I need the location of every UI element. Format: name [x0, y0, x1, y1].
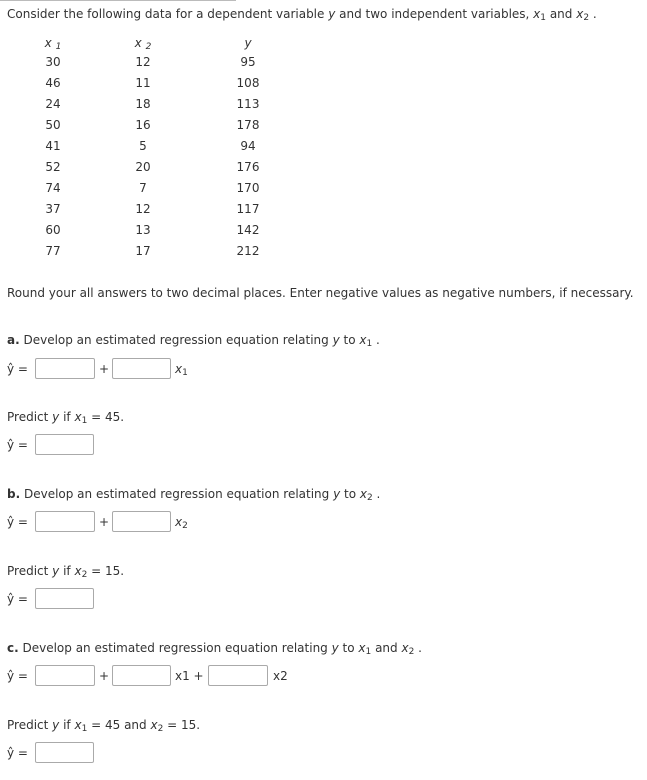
- part-b-predict-prompt: Predict y if $x_2 = 15$.: [7, 564, 125, 580]
- part-b-slope-input[interactable]: [112, 511, 171, 532]
- part-c-intercept-input[interactable]: [35, 665, 95, 686]
- yhat-label: ŷ =: [7, 362, 28, 376]
- table-cell-x2: 12: [135, 55, 151, 69]
- table-cell-y: 176: [236, 160, 260, 174]
- part-c-predict-prompt: Predict y if $x_1 = 45$ and $x_2 = 15$.: [7, 718, 201, 734]
- header-y: y: [244, 36, 252, 50]
- part-a-prompt: a. Develop an estimated regression equation relating y to $x_1$ .: [7, 333, 380, 349]
- plus-sign: +: [99, 362, 110, 376]
- table-cell-y: 142: [236, 223, 260, 237]
- yhat-label: ŷ =: [7, 515, 28, 529]
- part-a-prediction-input[interactable]: [35, 434, 94, 455]
- table-cell-x1: 24: [45, 97, 61, 111]
- table-cell-x2: 17: [135, 244, 151, 258]
- table-cell-y: 117: [236, 202, 260, 216]
- table-cell-y: 95: [240, 55, 256, 69]
- table-cell-y: 94: [240, 139, 256, 153]
- table-cell-x2: 20: [135, 160, 151, 174]
- part-b-prompt: b. Develop an estimated regression equation relating y to $x_2$ .: [7, 487, 381, 503]
- part-c-term-1: x1 +: [175, 669, 204, 683]
- table-cell-x2: 18: [135, 97, 151, 111]
- part-c-x1-coefficient-input[interactable]: [112, 665, 171, 686]
- plus-sign: +: [99, 515, 110, 529]
- part-c-prompt: c. Develop an estimated regression equation relating y to $x_1$ and $x_2$ .: [7, 641, 422, 657]
- table-cell-x1: 41: [45, 139, 61, 153]
- table-cell-x2: 7: [139, 181, 147, 195]
- part-b-prediction-input[interactable]: [35, 588, 94, 609]
- table-cell-x2: 13: [135, 223, 151, 237]
- table-cell-x1: 52: [45, 160, 61, 174]
- table-cell-x1: 46: [45, 76, 61, 90]
- yhat-label: ŷ =: [7, 746, 28, 760]
- part-c-term-2: x2: [273, 669, 288, 683]
- yhat-label: ŷ =: [7, 438, 28, 452]
- part-a-slope-input[interactable]: [112, 358, 171, 379]
- table-cell-y: 108: [236, 76, 260, 90]
- table-cell-x1: 74: [45, 181, 61, 195]
- header-x1: x $_1$: [44, 36, 62, 52]
- table-cell-x1: 37: [45, 202, 61, 216]
- part-a-term: $x_1$: [175, 362, 188, 378]
- part-a-predict-prompt: Predict y if $x_1 = 45$.: [7, 410, 125, 426]
- table-cell-x2: 5: [139, 139, 147, 153]
- table-cell-x2: 11: [135, 76, 151, 90]
- part-c-prediction-input[interactable]: [35, 742, 94, 763]
- intro-text: Consider the following data for a dependent variable y and two independent variables, $x_1$ and $x_2$ .: [7, 7, 597, 23]
- table-cell-x1: 77: [45, 244, 61, 258]
- table-cell-x2: 12: [135, 202, 151, 216]
- part-a-intercept-input[interactable]: [35, 358, 95, 379]
- table-cell-y: 212: [236, 244, 260, 258]
- table-cell-y: 170: [236, 181, 260, 195]
- part-c-x2-coefficient-input[interactable]: [208, 665, 268, 686]
- top-divider: [0, 0, 236, 1]
- yhat-label: ŷ =: [7, 592, 28, 606]
- table-cell-x2: 16: [135, 118, 151, 132]
- header-x2: x $_2$: [134, 36, 152, 52]
- yhat-label: ŷ =: [7, 669, 28, 683]
- table-cell-x1: 30: [45, 55, 61, 69]
- table-cell-x1: 50: [45, 118, 61, 132]
- table-cell-x1: 60: [45, 223, 61, 237]
- part-b-term: $x_2$: [175, 515, 188, 531]
- instructions: Round your all answers to two decimal places. Enter negative values as negative numbers, if necessary.: [7, 286, 634, 300]
- table-cell-y: 113: [236, 97, 260, 111]
- plus-sign: +: [99, 669, 110, 683]
- part-b-intercept-input[interactable]: [35, 511, 95, 532]
- table-cell-y: 178: [236, 118, 260, 132]
